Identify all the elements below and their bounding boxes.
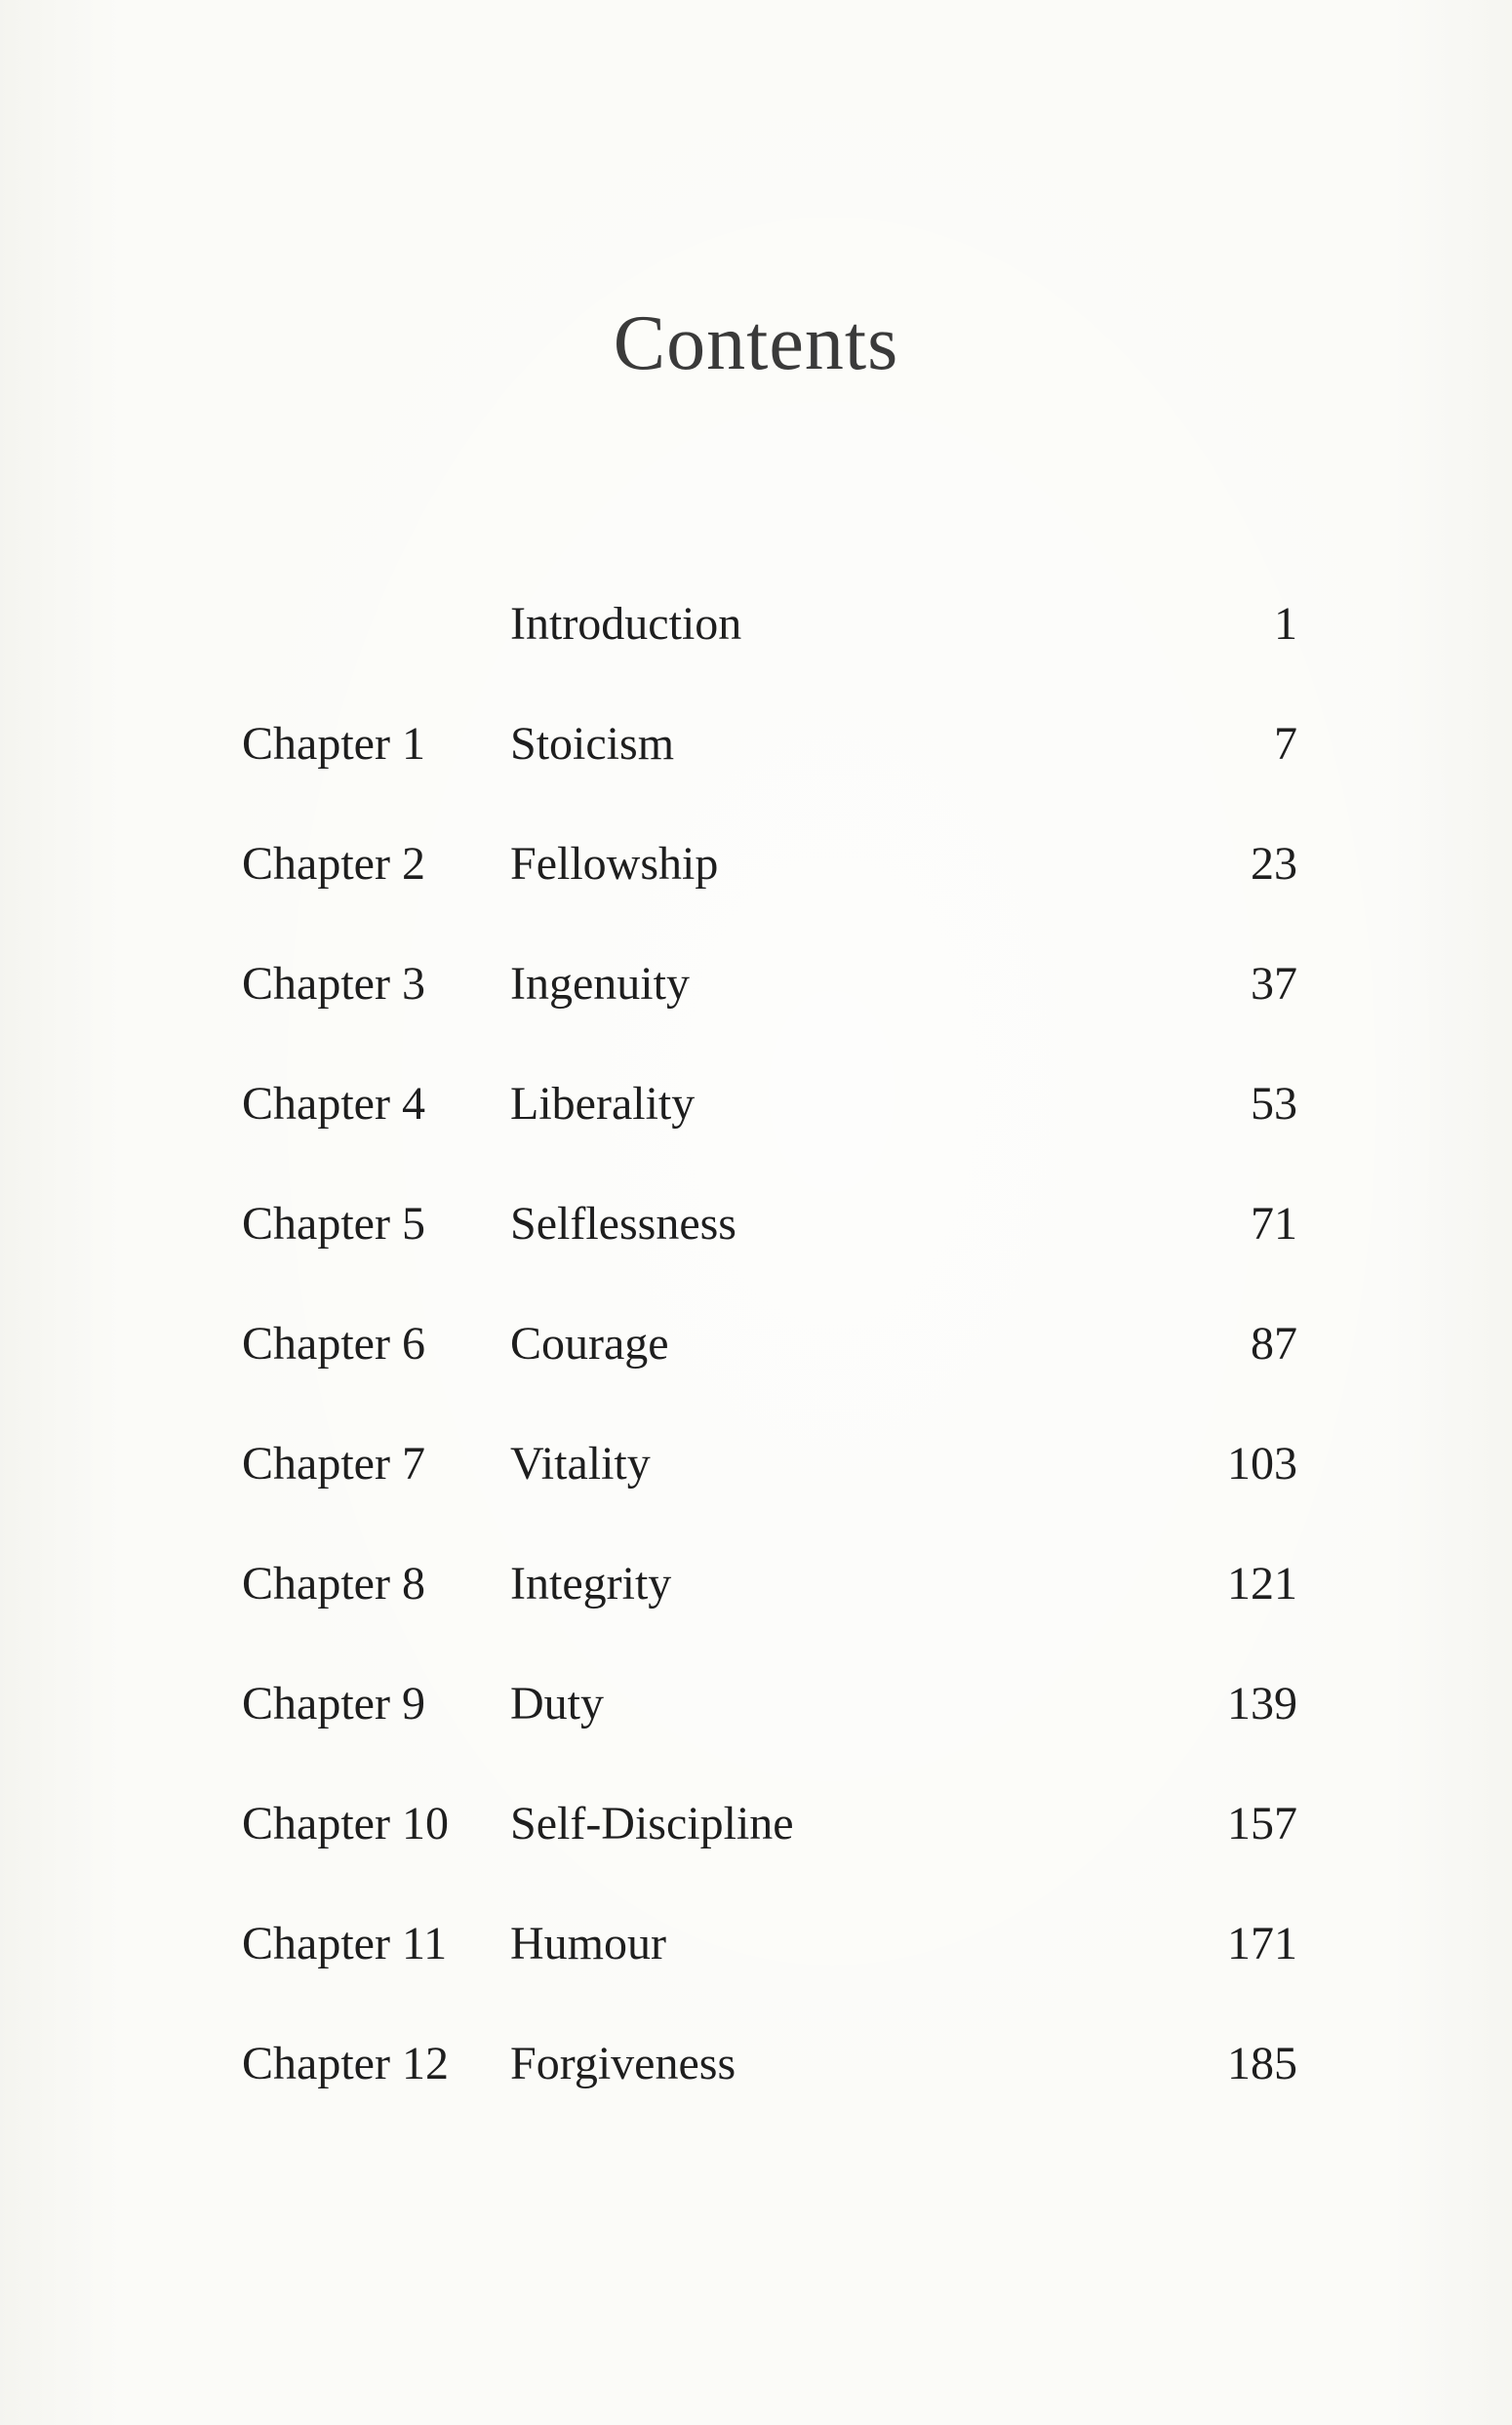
toc-page-number: 53 bbox=[1251, 1078, 1297, 1130]
toc-chapter-number: Chapter 1 bbox=[242, 718, 425, 770]
toc-page-number: 23 bbox=[1251, 838, 1297, 890]
toc-page-number: 71 bbox=[1251, 1198, 1297, 1250]
toc-chapter-number: Chapter 2 bbox=[242, 838, 425, 890]
toc-chapter-number: Chapter 12 bbox=[242, 2038, 449, 2089]
toc-row-introduction bbox=[0, 595, 1512, 654]
toc-chapter-title: Integrity bbox=[510, 1558, 672, 1610]
toc-chapter-number: Chapter 3 bbox=[242, 958, 425, 1010]
toc-chapter-number: Chapter 6 bbox=[242, 1318, 425, 1370]
toc-chapter-title: Fellowship bbox=[510, 838, 719, 890]
toc-row bbox=[0, 1555, 1512, 1613]
toc-chapter-title: Selflessness bbox=[510, 1198, 736, 1250]
toc-chapter-title: Forgiveness bbox=[510, 2038, 736, 2089]
toc-chapter-number: Chapter 10 bbox=[242, 1798, 449, 1849]
toc-chapter-number: Chapter 11 bbox=[242, 1918, 448, 1969]
toc-chapter-title: Duty bbox=[510, 1678, 604, 1729]
toc-chapter-title: Stoicism bbox=[510, 718, 675, 770]
toc-row bbox=[0, 2035, 1512, 2093]
toc-chapter-number: Chapter 9 bbox=[242, 1678, 425, 1729]
toc-row bbox=[0, 1915, 1512, 1973]
toc-page-number: 1 bbox=[1274, 598, 1297, 650]
toc-page-number: 157 bbox=[1227, 1798, 1297, 1849]
toc-chapter-title: Ingenuity bbox=[510, 958, 690, 1010]
toc-chapter-title: Introduction bbox=[510, 598, 742, 650]
toc-page-number: 37 bbox=[1251, 958, 1297, 1010]
toc-row bbox=[0, 1675, 1512, 1733]
toc-row bbox=[0, 835, 1512, 894]
toc-chapter-title: Vitality bbox=[510, 1438, 651, 1490]
toc-chapter-number: Chapter 5 bbox=[242, 1198, 425, 1250]
toc-row bbox=[0, 1075, 1512, 1133]
toc-chapter-title: Courage bbox=[510, 1318, 669, 1370]
toc-page-number: 121 bbox=[1227, 1558, 1297, 1610]
toc-page-number: 185 bbox=[1227, 2038, 1297, 2089]
toc-page-number: 171 bbox=[1227, 1918, 1297, 1969]
page-title: Contents bbox=[613, 300, 899, 386]
toc-chapter-title: Humour bbox=[510, 1918, 666, 1969]
toc-chapter-title: Self-Discipline bbox=[510, 1798, 794, 1849]
toc-page-number: 87 bbox=[1251, 1318, 1297, 1370]
toc-row bbox=[0, 715, 1512, 774]
toc-page-number: 103 bbox=[1227, 1438, 1297, 1490]
toc-page-number: 7 bbox=[1274, 718, 1297, 770]
toc-row bbox=[0, 1795, 1512, 1853]
toc-row bbox=[0, 1315, 1512, 1373]
toc-page-number: 139 bbox=[1227, 1678, 1297, 1729]
toc-chapter-number: Chapter 8 bbox=[242, 1558, 425, 1610]
toc-chapter-title: Liberality bbox=[510, 1078, 696, 1130]
toc-row bbox=[0, 1195, 1512, 1253]
toc-row bbox=[0, 955, 1512, 1014]
toc-chapter-number: Chapter 4 bbox=[242, 1078, 425, 1130]
toc-row bbox=[0, 1435, 1512, 1493]
toc-chapter-number: Chapter 7 bbox=[242, 1438, 425, 1490]
